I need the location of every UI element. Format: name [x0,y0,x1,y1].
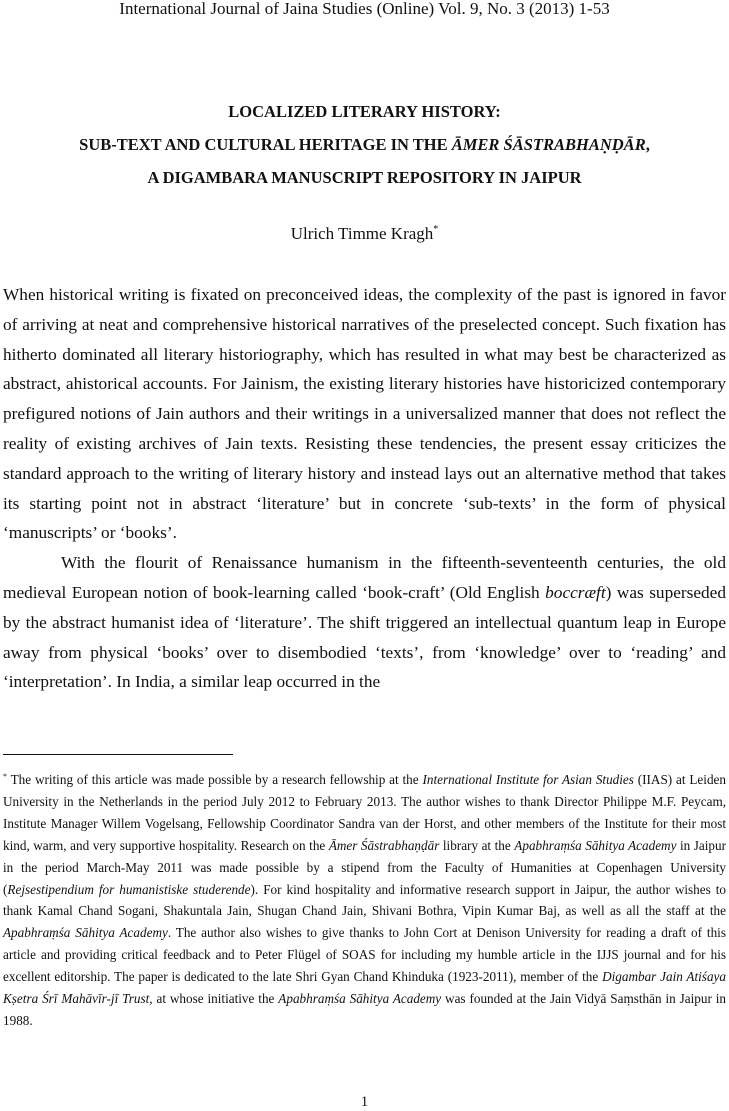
footnote-italic-6: Digambar Jain Atiśaya Kṣetra Śrī Mahāvīr-jī Trust [3,969,726,1007]
body-paragraph-1: When historical writing is fixated on preconceived ideas, the complexity of the past is ignored in favor of arriving at neat and comprehensive historical narratives of the preselected concept. Such fixation has hitherto dominated all literary historiography, which has resulted in what may best be characterized as abstract, ahistorical accounts. For Jainism, the existing literary histories have historicized contemporary prefigured notions of Jain authors and their writings in a universalized manner that does not reflect the reality of existing archives of Jain texts. Resisting these tendencies, the present essay criticizes the standard approach to the writing of literary history and instead lays out an alternative method that takes its starting point not in abstract ‘literature’ but in concrete ‘sub-texts’ in the form of physical ‘manuscripts’ or ‘books’. [3,285,726,543]
footnote-italic-4: Rejsestipendium for humanistiske studerende [7,881,251,897]
body-paragraph-2-italic: boccræft [545,582,606,602]
body-paragraph-2 [3,548,726,697]
title-line-2-comma: , [645,135,650,154]
journal-header: International Journal of Jaina Studies (Online) Vol. 9, No. 3 (2013) 1-53 [119,0,610,18]
footnote-text-6: . The author also wishes to give thanks to John Cort at Denison University for reading a draft of this article and providing critical feedback and to Peter Flügel of SOAS for including my humble article in the IJJS journal and for his excellent editorship. The paper is dedicated to the late Shri Gyan Chand Khinduka (1923-2011), member of the [3,925,726,985]
page-number: 1 [360,1094,369,1110]
footnote-italic-5: Apabhraṃśa Sāhitya Academy [3,925,168,941]
author-byline [0,224,729,244]
footnote-text-1: The writing of this article was made possible by a research fellowship at the [7,772,423,787]
article-title [0,95,729,194]
footnote-text-4: in Jaipur in the period March-May 2011 was made possible by a stipend from the Faculty of Humanities at Copenhagen University ( [3,837,727,897]
footnote-text-7: , at whose initiative the [149,991,279,1007]
footnote [3,766,726,1032]
title-line-2-italic: ĀMER ŚĀSTRABHAṆḌĀR [451,135,646,154]
author-name: Ulrich Timme Kragh [290,224,434,243]
title-line-2 [0,128,729,161]
footnote-italic-3: Apabhraṃśa Sāhitya Academy [514,837,677,853]
footnote-text-5: ). For kind hospitality and informative research support in Jaipur, the author wishes to thank Kamal Chand Sogani, Shakuntala Jain, Shugan Chand Jain, Shivani Bothra, Vipin Kumar Baj, as well as all the staff at the [3,881,727,919]
author-footnote-marker: * [433,224,439,235]
footnote-text-8: was founded at the Jain Vidyā Saṃsthān in Jaipur in 1988. [3,991,726,1028]
footnote-italic-1: International Institute for Asian Studies [422,772,634,787]
title-line-3: A DIGAMBARA MANUSCRIPT REPOSITORY IN JAIPUR [147,168,582,187]
footnote-italic-2: Āmer Śāstrabhaṇḍār [328,837,440,853]
title-line-1: LOCALIZED LITERARY HISTORY: [228,102,501,121]
body-paragraph-2-part-b: ) was superseded by the abstract humanist idea of ‘literature’. The shift triggered an intellectual quantum leap in Europe away from physical ‘books’ over to disembodied ‘texts’, from ‘knowledge’ over to ‘reading’ and ‘interpretation’. In India, a similar leap occurred in the [3,582,726,692]
body-paragraph-2-part-a: With the flourit of Renaissance humanism in the fifteenth-seventeenth centuries, the old medieval European notion of book-learning called ‘book-craft’ (Old English [3,553,726,602]
footnote-divider [3,754,233,755]
title-line-2-text: SUB-TEXT AND CULTURAL HERITAGE IN THE [79,135,452,154]
body-text [3,280,726,697]
footnote-text-2: (IIAS) at Leiden University in the Netherlands in the period July 2012 to February 2013. The author wishes to thank Director Philippe M.F. Peycam, Institute Manager Willem Vogelsang, Fellowship Coordinator Sandra van der Horst, and other members of the Institute for their most kind, warm, and very supportive hospitality. Research on the [3,772,726,853]
footnote-marker: * [3,772,7,781]
footnote-italic-7: Apabhraṃśa Sāhitya Academy [278,991,442,1007]
footnote-text-3: library at the [439,837,515,853]
